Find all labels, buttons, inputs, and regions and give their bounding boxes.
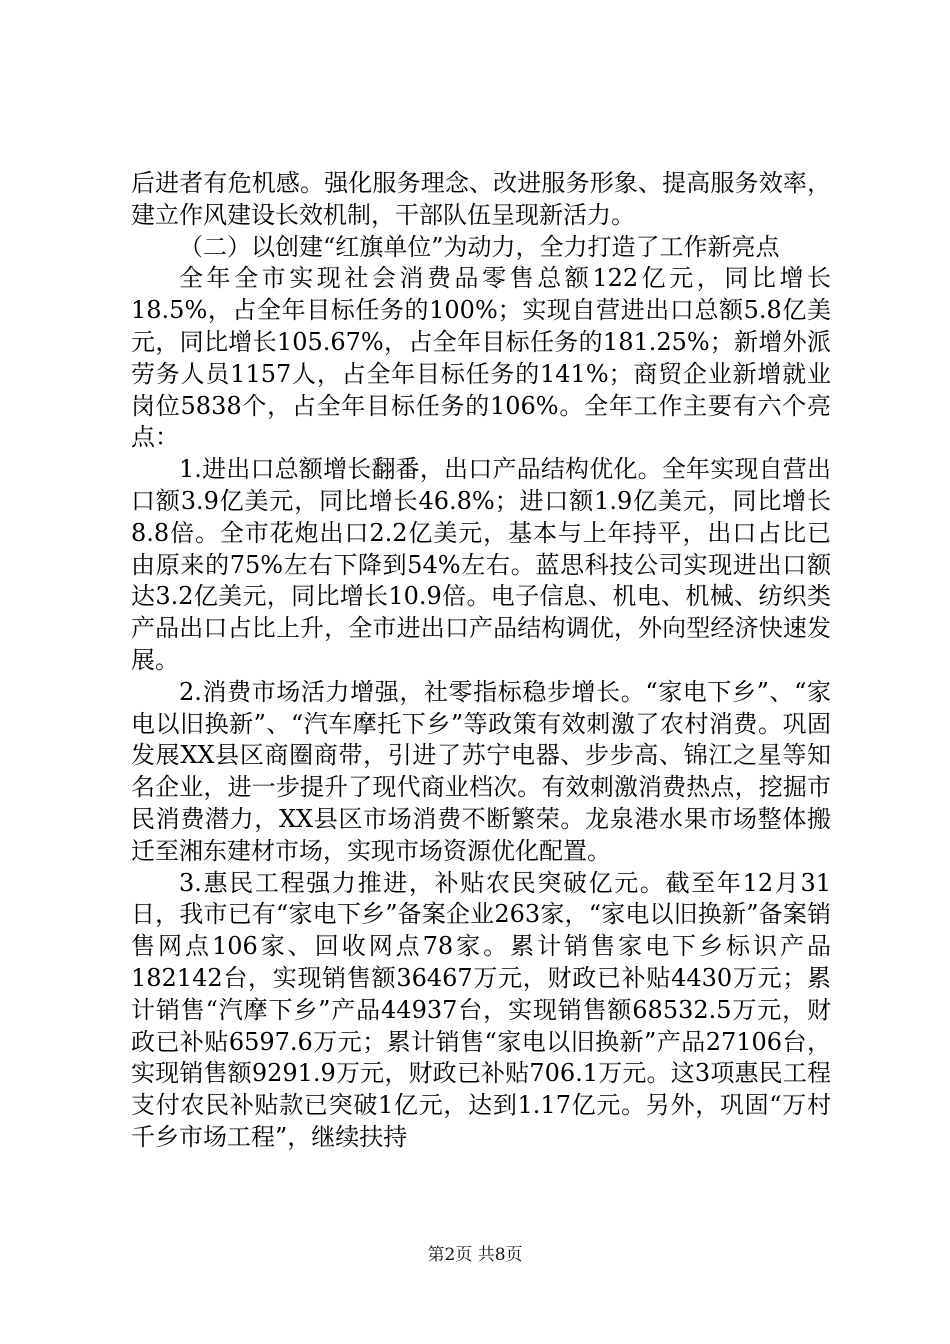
page-number-footer: 第2页 共8页 xyxy=(427,1245,523,1265)
paragraph-highlight-1: 1.进出口总额增长翻番，出口产品结构优化。全年实现自营出口额3.9亿美元，同比增长46.8%；进口额1.9亿美元，同比增长8.8倍。全市花炮出口2.2亿美元，基本与上年持平，出口占比已由原来的75%左右下降到54%左右。蓝思科技公司实现进出口额达3.2亿美元，同比增长10.9倍。电子信息、机电、机械、纺织类产品出口占比上升，全市进出口产品结构调优，外向型经济快速发展。 xyxy=(131,455,831,674)
paragraph-highlight-3: 3.惠民工程强力推进，补贴农民突破亿元。截至年12月31日，我市已有“家电下乡”备案企业263家，“家电以旧换新”备案销售网点106家、回收网点78家。累计销售家电下乡标识产品182142台，实现销售额36467万元，财政已补贴4430万元；累计销售“汽摩下乡”产品44937台，实现销售额68532.5万元，财政已补贴6597.6万元；累计销售“家电以旧换新”产品27106台，实现销售额9291.9万元，财政已补贴706.1万元。这3项惠民工程支付农民补贴款已突破1亿元，达到1.17亿元。另外，巩固“万村千乡市场工程”，继续扶持 xyxy=(131,868,831,1151)
paragraph-highlight-2: 2.消费市场活力增强，社零指标稳步增长。“家电下乡”、“家电以旧换新”、“汽车摩托下乡”等政策有效刺激了农村消费。巩固发展XX县区商圈商带，引进了苏宁电器、步步高、锦江之星等知名企业，进一步提升了现代商业档次。有效刺激消费热点，挖掘市民消费潜力，XX县区市场消费不断繁荣。龙泉港水果市场整体搬迁至湘东建材市场，实现市场资源优化配置。 xyxy=(131,677,831,865)
section-heading: （二）以创建“红旗单位”为动力，全力打造了工作新亮点 xyxy=(179,232,780,261)
document-body xyxy=(131,168,831,1154)
paragraph-summary: 全年全市实现社会消费品零售总额122亿元，同比增长18.5%，占全年目标任务的100%；实现自营进出口总额5.8亿美元，同比增长105.67%，占全年目标任务的181.25%；新增外派劳务人员1157人，占全年目标任务的141%；商贸企业新增就业岗位5838个，占全年目标任务的106%。全年工作主要有六个亮点： xyxy=(131,264,831,452)
paragraph-continuation: 后进者有危机感。强化服务理念、改进服务形象、提高服务效率，建立作风建设长效机制，干部队伍呈现新活力。 xyxy=(131,169,831,229)
